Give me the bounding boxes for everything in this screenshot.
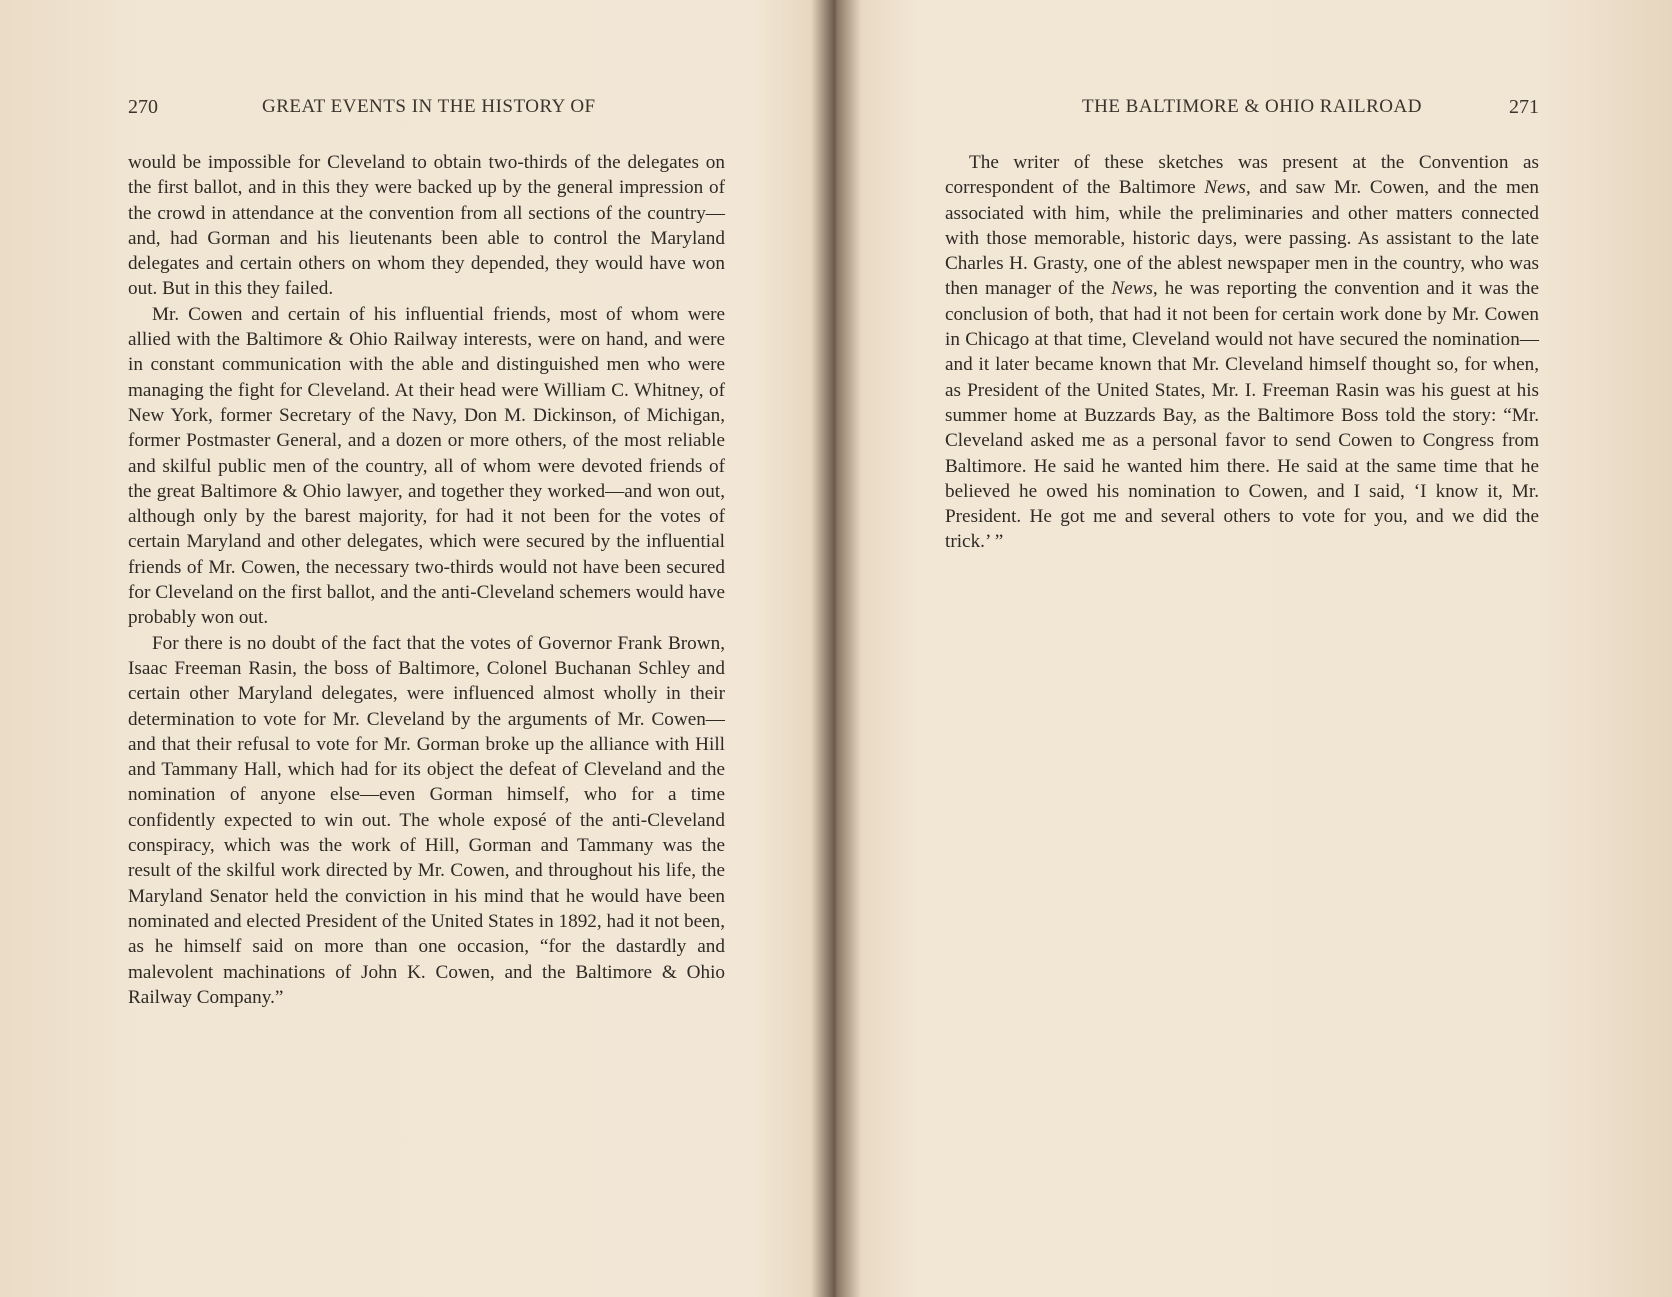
newspaper-title: News,: [1111, 278, 1158, 300]
running-head-text: THE BALTIMORE & OHIO RAILROAD: [1082, 96, 1422, 117]
paragraph: Mr. Cowen and certain of his influential friends, most of whom were allied with the Baltimore & Ohio Railway interests, were on hand, and were in constant communication with the able and distinguished men who were managing the fight for Cleveland. At their head were William C. Whitney, of New York, former Secretary of the Navy, Don M. Dickinson, of Michigan, former Postmaster General, and a dozen or more others, of the most reliable and skilful public men of the country, all of whom were devoted friends of the great Baltimore & Ohio lawyer, and together they worked—and won out, although only by the barest majority, for had it not been for the votes of certain Maryland and other delegates, which were secured by the influential friends of Mr. Cowen, the necessary two-thirds would not have been secured for Cleveland on the first ballot, and the anti-Cleveland schemers would have probably won out.: [128, 303, 725, 629]
running-head-text: GREAT EVENTS IN THE HISTORY OF: [262, 96, 596, 117]
newspaper-title: News,: [1204, 177, 1251, 199]
running-head: [1082, 96, 1422, 118]
page-body: [128, 150, 725, 1010]
text-run: he was reporting the convention and it was the conclusion of both, that had it not been for certain work done by Mr. Cowen in Chicago at that time, Cleveland would not have secured the nomination—and it later became known that Mr. Cleveland himself thought so, for when, as President of the United States, Mr. I. Freeman Rasin was his guest at his summer home at Buzzards Bay, as the Baltimore Boss told the story: “Mr. Cleveland asked me as a personal favor to send Cowen to Congress from Baltimore. He said he wanted him there. He said at the same time that he believed he owed his nomination to Cowen, and I said, ‘I know it, Mr. President. He got me and several others to vote for you, and we did the trick.’ ”: [945, 278, 1539, 553]
page-number: 270: [128, 96, 158, 118]
paragraph: would be impossible for Cleveland to obtain two-thirds of the delegates on the first ballot, and in this they were backed up by the general impression of the crowd in attendance at the convention from all sections of the country—and, had Gorman and his lieutenants been able to control the Maryland delegates and certain others on whom they depended, they would have won out. But in this they failed.: [128, 152, 725, 300]
page-body: [945, 150, 1539, 555]
right-page: [838, 0, 1672, 1297]
running-head: [262, 96, 602, 118]
left-page: [0, 0, 834, 1297]
paragraph: [945, 150, 1539, 555]
page-number: 271: [1509, 96, 1539, 118]
text-run: The writer of these sketches was present at the Convention as correspondent of the Baltimore: [945, 152, 1539, 199]
paragraph: For there is no doubt of the fact that the votes of Governor Frank Brown, Isaac Freeman Rasin, the boss of Baltimore, Colonel Buchanan Schley and certain other Maryland delegates, were influenced almost wholly in their determination to vote for Mr. Cleveland by the arguments of Mr. Cowen—and that their refusal to vote for Mr. Gorman broke up the alliance with Hill and Tammany Hall, which had for its object the defeat of Cleveland and the nomination of anyone else—even Gorman himself, who for a time confidently expected to win out. The whole exposé of the anti-Cleveland conspiracy, which was the work of Hill, Gorman and Tammany was the result of the skilful work directed by Mr. Cowen, and throughout his life, the Maryland Senator held the conviction in his mind that he would have been nominated and elected President of the United States in 1892, had it not been, as he himself said on more than one occasion, “for the dastardly and malevolent machinations of John K. Cowen, and the Baltimore & Ohio Railway Company.”: [128, 632, 725, 1008]
text-run: and saw Mr. Cowen, and the men associated with him, while the preliminaries and other matters connected with those memorable, historic days, were passing. As assistant to the late Charles H. Grasty, one of the ablest newspaper men in the country, who was then manager of the: [945, 177, 1539, 300]
